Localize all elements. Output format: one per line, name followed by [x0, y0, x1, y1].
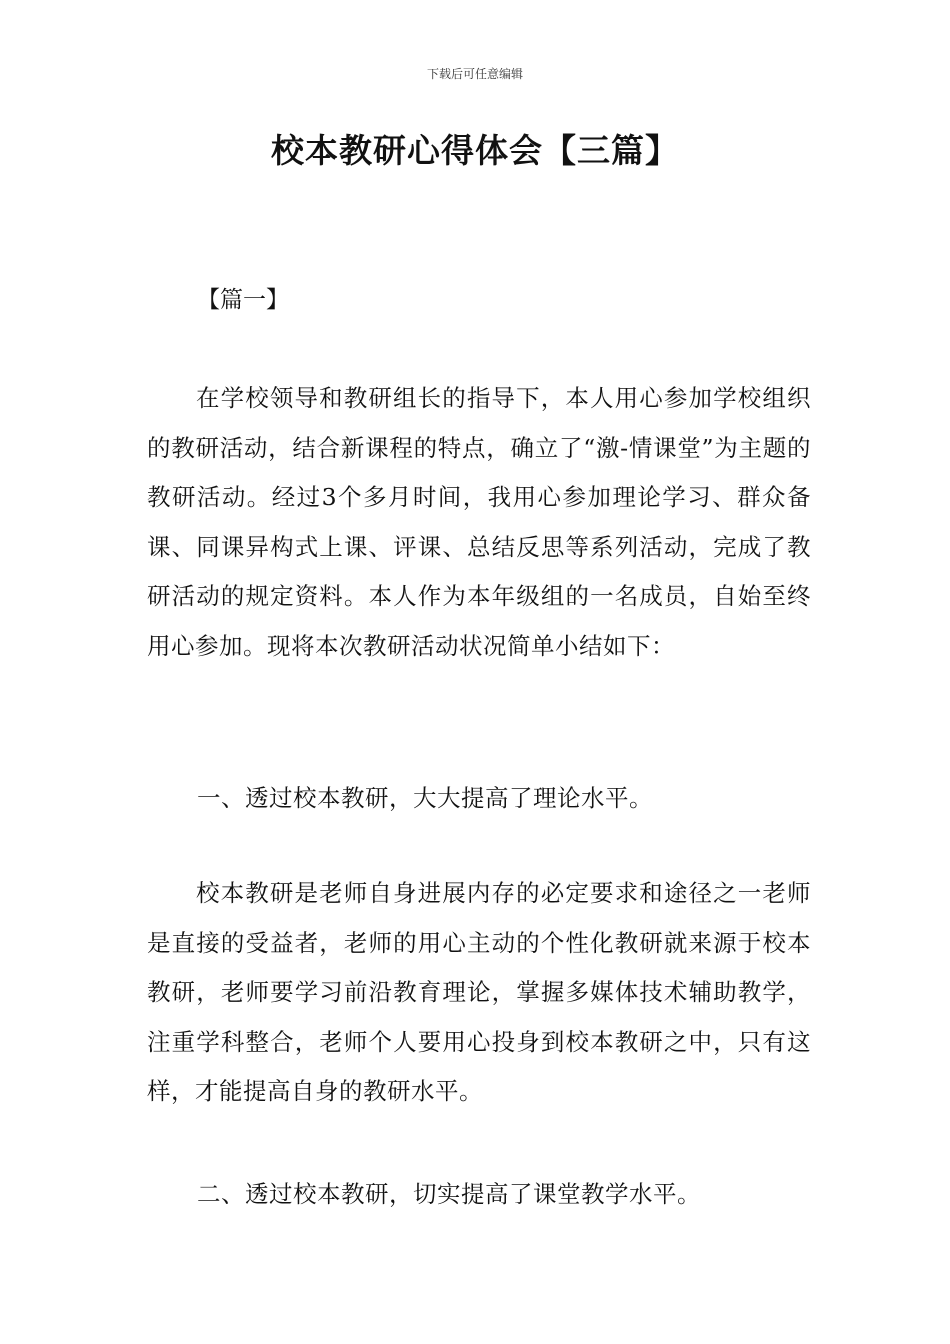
subheading-1: 一、透过校本教研，大大提高了理论水平。 [197, 784, 653, 812]
subheading-2: 二、透过校本教研，切实提高了课堂教学水平。 [197, 1180, 701, 1208]
body-paragraph-1: 在学校领导和教研组长的指导下，本人用心参加学校组织的教研活动，结合新课程的特点，确立了“激-情课堂”为主题的教研活动。经过3个多月时间，我用心参加理论学习、群众备课、同课异构式上课、评课、总结反思等系列活动，完成了教研活动的规定资料。本人作为本年级组的一名成员，自始至终用心参加。现将本次教研活动状况简单小结如下： [147, 384, 811, 660]
section-label: 【篇一】 [197, 287, 289, 313]
document-title: 校本教研心得体会【三篇】 [271, 131, 679, 170]
page-header-note: 下载后可任意编辑 [426, 67, 523, 81]
body-paragraph-2: 校本教研是老师自身进展内存的必定要求和途径之一老师是直接的受益者，老师的用心主动的个性化教研就来源于校本教研，老师要学习前沿教育理论，掌握多媒体技术辅助教学，注重学科整合，老师个人要用心投身到校本教研之中，只有这样，才能提高自身的教研水平。 [147, 879, 811, 1106]
